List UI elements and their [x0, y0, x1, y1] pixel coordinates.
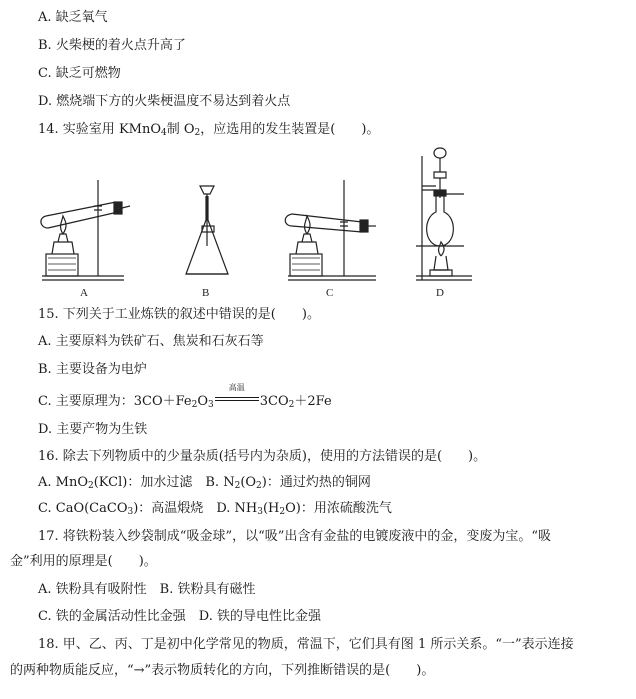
q13-option-c: C. 缺乏可燃物 [38, 66, 121, 81]
q17-options-cd: C. 铁的金属活动性比金强 D. 铁的导电性比金强 [38, 609, 321, 624]
label-c: C [326, 287, 334, 299]
q15-option-d: D. 主要产物为生铁 [38, 422, 148, 437]
q15-option-a: A. 主要原料为铁矿石、焦炭和石灰石等 [38, 334, 264, 349]
q15-option-b: B. 主要设备为电炉 [38, 362, 147, 377]
q14-stem: 14. 实验室用 KMnO$_4$制 $O_2$，应选用的发生装置是( )。 [38, 122, 380, 138]
q16-options-ab: A. MnO$_2$(KCl)：加水过滤 B. $N_2(O_2)$：通过灼热的铜网 [38, 475, 371, 491]
q15-option-c: C. 主要原理为：$3CO+Fe_2O_3$ 高温 $3CO_2+2Fe$ [38, 383, 332, 410]
label-b: B [202, 287, 210, 299]
apparatus-c [285, 180, 376, 299]
q13-option-d: D. 燃烧端下方的火柴梗温度不易达到着火点 [38, 94, 291, 109]
q16-stem: 16. 除去下列物质中的少量杂质(括号内为杂质)，使用的方法错误的是( )。 [38, 449, 487, 464]
q18-stem-line2: 的两种物质能反应，“→”表示物质转化的方向，下列推断错误的是( )。 [10, 663, 435, 678]
q18-stem-line1: 18. 甲、乙、丙、丁是初中化学常见的物质，常温下，它们具有图 1 所示关系。“一”表示连接 [38, 637, 574, 652]
q17-options-ab: A. 铁粉具有吸附性 B. 铁粉具有磁性 [38, 582, 256, 597]
q16-options-cd: C. CaO(CaCO$_3$)：高温煅烧 D. $NH_3(H_2O)$：用浓硫酸洗气 [38, 501, 392, 517]
label-a: A [80, 287, 88, 299]
reaction-condition: 高温 [215, 392, 259, 406]
apparatus-a [41, 180, 130, 299]
q13-option-b: B. 火柴梗的着火点升高了 [38, 38, 186, 53]
apparatus-figure [36, 146, 556, 304]
q17-stem-line2: 金”利用的原理是( )。 [10, 554, 157, 569]
apparatus-b [186, 186, 228, 299]
q17-stem-line1: 17. 将铁粉装入纱袋制成“吸金球”，以“吸”出含有金盐的电镀废液中的金，变废为宝。“吸 [38, 529, 552, 544]
q13-option-a: A. 缺乏氧气 [38, 10, 108, 25]
apparatus-d [416, 148, 472, 299]
q15-stem: 15. 下列关于工业炼铁的叙述中错误的是( )。 [38, 307, 320, 322]
label-d: D [436, 287, 444, 299]
